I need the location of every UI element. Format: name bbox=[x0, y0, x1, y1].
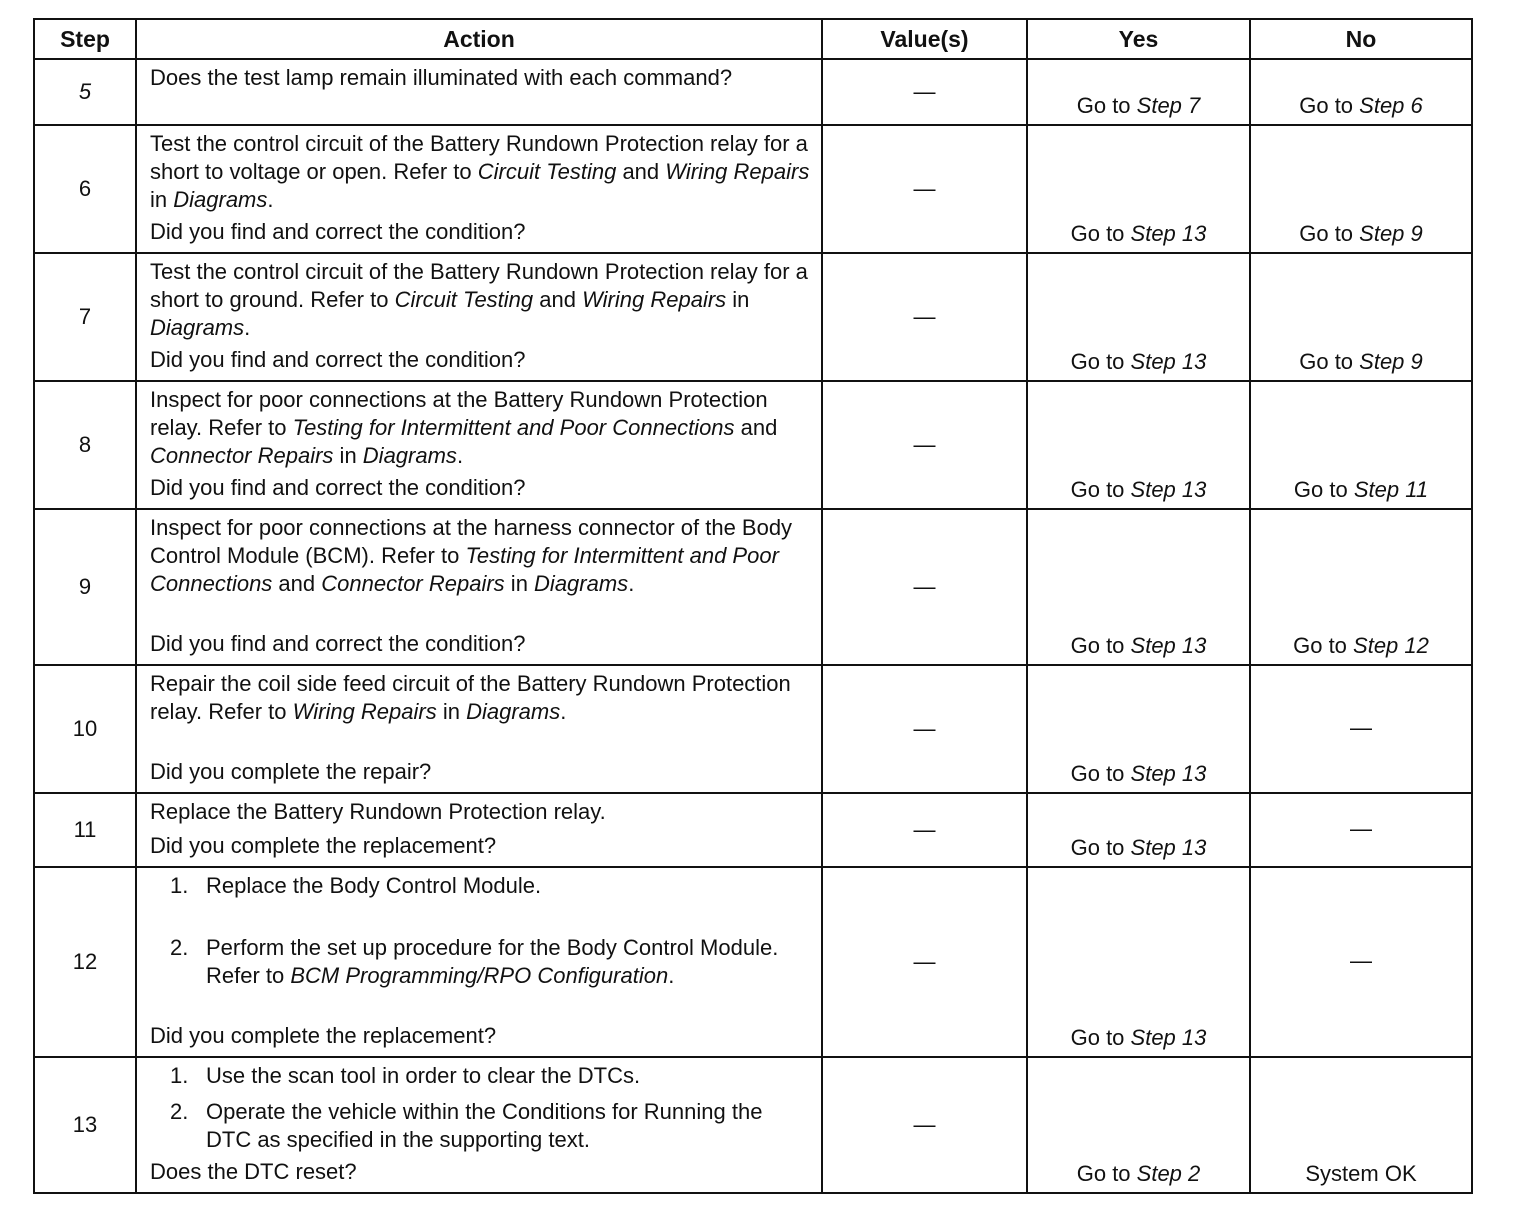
action-paragraph bbox=[150, 64, 811, 92]
yes-cell bbox=[1027, 867, 1250, 1057]
step-reference[interactable]: Step 13 bbox=[1130, 633, 1207, 658]
action-paragraph bbox=[150, 798, 811, 826]
action-content bbox=[150, 670, 811, 788]
step-reference[interactable]: Step 7 bbox=[1136, 93, 1201, 118]
goto-text: Go to bbox=[1070, 633, 1131, 658]
step-number: 13 bbox=[34, 1057, 136, 1193]
action-content bbox=[150, 64, 811, 120]
no-cell bbox=[1250, 793, 1472, 867]
dash-value: — bbox=[913, 79, 936, 104]
action-text: in bbox=[333, 443, 363, 468]
dash-value: — bbox=[913, 1112, 936, 1137]
reference-link-text: Diagrams bbox=[150, 315, 245, 340]
step-reference[interactable]: Step 12 bbox=[1353, 633, 1429, 658]
action-paragraph bbox=[150, 514, 811, 598]
action-text: in bbox=[726, 287, 750, 312]
yes-cell bbox=[1027, 125, 1250, 253]
action-text: . bbox=[628, 571, 635, 596]
step-item-number: 2. bbox=[170, 935, 189, 960]
action-content bbox=[150, 258, 811, 376]
dash-value: — bbox=[913, 176, 936, 201]
table-row bbox=[34, 793, 1472, 867]
yes-cell bbox=[1027, 381, 1250, 509]
reference-link-text: Connector Repairs bbox=[150, 443, 334, 468]
action-step-item bbox=[170, 934, 811, 990]
table-row bbox=[34, 867, 1472, 1057]
value-cell bbox=[822, 381, 1027, 509]
step-number: 12 bbox=[34, 867, 136, 1057]
dash-value: — bbox=[913, 817, 936, 842]
action-steps-list bbox=[150, 872, 811, 990]
step-item-number: 1. bbox=[170, 873, 189, 898]
table-row bbox=[34, 125, 1472, 253]
action-text: . bbox=[244, 315, 251, 340]
reference-link-text: Diagrams bbox=[362, 443, 457, 468]
step-number: 5 bbox=[34, 59, 136, 125]
value-cell bbox=[822, 59, 1027, 125]
action-text: in bbox=[436, 699, 467, 724]
step-reference[interactable]: Step 9 bbox=[1359, 221, 1423, 246]
no-cell bbox=[1250, 381, 1472, 509]
step-reference[interactable]: Step 2 bbox=[1136, 1161, 1201, 1186]
action-question: Does the DTC reset? bbox=[150, 1159, 357, 1184]
action-text: Inspect for poor connections at the harness connector of the Body Control Module (BCM). Refer to bbox=[150, 515, 793, 568]
reference-link-text: Diagrams bbox=[466, 699, 561, 724]
action-content bbox=[150, 130, 811, 248]
reference-link-text: BCM Programming/RPO Configuration bbox=[290, 963, 669, 988]
value-cell bbox=[822, 253, 1027, 381]
reference-link-text: Diagrams bbox=[534, 571, 629, 596]
dash-value: — bbox=[1350, 714, 1372, 740]
action-paragraph bbox=[150, 386, 811, 470]
action-question: Did you find and correct the condition? bbox=[150, 219, 526, 244]
step-item-number: 2. bbox=[170, 1099, 189, 1124]
step-number: 7 bbox=[34, 253, 136, 381]
action-step-item bbox=[170, 1062, 811, 1090]
header-values: Value(s) bbox=[822, 19, 1027, 59]
action-text: Use the scan tool in order to clear the DTCs. bbox=[206, 1063, 641, 1088]
action-text: and bbox=[533, 287, 583, 312]
no-cell bbox=[1250, 59, 1472, 125]
step-item-text bbox=[206, 872, 541, 900]
table-row bbox=[34, 253, 1472, 381]
action-question: Did you find and correct the condition? bbox=[150, 631, 526, 656]
goto-text: Go to bbox=[1076, 93, 1137, 118]
action-cell bbox=[136, 793, 822, 867]
action-text: in bbox=[150, 187, 174, 212]
action-cell bbox=[136, 381, 822, 509]
goto-text: Go to bbox=[1070, 835, 1131, 860]
reference-link-text: Testing for Intermittent and Poor Connections bbox=[150, 543, 779, 596]
goto-text: Go to bbox=[1299, 221, 1360, 246]
reference-link-text: Circuit Testing bbox=[394, 287, 534, 312]
step-number: 9 bbox=[34, 509, 136, 665]
dash-value: — bbox=[1350, 947, 1372, 973]
yes-cell bbox=[1027, 793, 1250, 867]
goto-text: Go to bbox=[1299, 349, 1360, 374]
outcome-text: System OK bbox=[1305, 1161, 1417, 1186]
step-item-text bbox=[206, 1098, 811, 1154]
action-step-item bbox=[170, 872, 811, 900]
reference-link-text: Testing for Intermittent and Poor Connections bbox=[292, 415, 735, 440]
table-row bbox=[34, 1057, 1472, 1193]
action-paragraph bbox=[150, 258, 811, 342]
value-cell bbox=[822, 793, 1027, 867]
dash-value: — bbox=[913, 432, 936, 457]
table-row bbox=[34, 665, 1472, 793]
action-cell bbox=[136, 59, 822, 125]
reference-link-text: Wiring Repairs bbox=[582, 287, 727, 312]
goto-text: Go to bbox=[1293, 633, 1354, 658]
action-steps-list bbox=[150, 1062, 811, 1154]
action-text: and bbox=[734, 415, 778, 440]
header-yes: Yes bbox=[1027, 19, 1250, 59]
no-cell bbox=[1250, 125, 1472, 253]
dash-value: — bbox=[913, 716, 936, 741]
step-number: 6 bbox=[34, 125, 136, 253]
action-cell bbox=[136, 253, 822, 381]
step-number: 10 bbox=[34, 665, 136, 793]
action-content bbox=[150, 798, 811, 862]
header-step: Step bbox=[34, 19, 136, 59]
action-content bbox=[150, 386, 811, 504]
yes-cell bbox=[1027, 665, 1250, 793]
action-content bbox=[150, 872, 811, 1052]
no-cell bbox=[1250, 253, 1472, 381]
no-cell bbox=[1250, 509, 1472, 665]
action-text: . bbox=[456, 443, 464, 468]
dash-value: — bbox=[1350, 815, 1372, 841]
action-cell bbox=[136, 665, 822, 793]
action-text: and bbox=[272, 571, 322, 596]
step-item-text bbox=[206, 934, 811, 990]
action-text: Replace the Battery Rundown Protection relay. bbox=[150, 799, 606, 824]
goto-text: Go to bbox=[1070, 349, 1131, 374]
table-row bbox=[34, 381, 1472, 509]
step-reference[interactable]: Step 13 bbox=[1130, 477, 1207, 502]
action-question: Did you complete the repair? bbox=[150, 759, 432, 784]
step-number: 11 bbox=[34, 793, 136, 867]
goto-text: Go to bbox=[1293, 477, 1354, 502]
header-no: No bbox=[1250, 19, 1472, 59]
action-text: Operate the vehicle within the Conditions for Running the DTC as specified in the supporting text. bbox=[206, 1099, 763, 1152]
action-question: Did you find and correct the condition? bbox=[150, 347, 526, 372]
goto-text: Go to bbox=[1076, 1161, 1137, 1186]
action-content bbox=[150, 1062, 811, 1188]
step-reference[interactable]: Step 13 bbox=[1130, 835, 1207, 860]
action-text: Does the test lamp remain illuminated with each command? bbox=[150, 65, 733, 90]
action-text: . bbox=[560, 699, 567, 724]
no-cell bbox=[1250, 867, 1472, 1057]
action-cell bbox=[136, 867, 822, 1057]
action-content bbox=[150, 514, 811, 660]
reference-link-text: Diagrams bbox=[173, 187, 268, 212]
action-cell bbox=[136, 509, 822, 665]
step-item-text bbox=[206, 1062, 640, 1090]
reference-link-text: Circuit Testing bbox=[477, 159, 617, 184]
action-text: Repair the coil side feed circuit of the Battery Rundown Protection relay. Refer to bbox=[150, 671, 791, 724]
action-paragraph bbox=[150, 670, 811, 726]
action-question: Did you find and correct the condition? bbox=[150, 475, 526, 500]
step-reference[interactable]: Step 13 bbox=[1130, 761, 1207, 786]
value-cell bbox=[822, 509, 1027, 665]
dash-value: — bbox=[913, 304, 936, 329]
no-cell bbox=[1250, 665, 1472, 793]
action-text: Perform the set up procedure for the Body Control Module. Refer to bbox=[206, 935, 779, 988]
step-reference[interactable]: Step 13 bbox=[1130, 1025, 1207, 1050]
action-text: Inspect for poor connections at the Battery Rundown Protection relay. Refer to bbox=[150, 387, 768, 440]
action-text: . bbox=[668, 963, 675, 988]
goto-text: Go to bbox=[1070, 477, 1131, 502]
value-cell bbox=[822, 867, 1027, 1057]
value-cell bbox=[822, 1057, 1027, 1193]
action-text: Test the control circuit of the Battery Rundown Protection relay for a short to ground. Refer to bbox=[150, 259, 808, 312]
action-question: Did you complete the replacement? bbox=[150, 1023, 497, 1048]
value-cell bbox=[822, 665, 1027, 793]
reference-link-text: Wiring Repairs bbox=[665, 159, 810, 184]
step-reference[interactable]: Step 9 bbox=[1359, 349, 1423, 374]
action-paragraph bbox=[150, 130, 811, 214]
reference-link-text: Wiring Repairs bbox=[292, 699, 437, 724]
goto-text: Go to bbox=[1070, 221, 1131, 246]
action-question: Did you complete the replacement? bbox=[150, 833, 497, 858]
step-reference[interactable]: Step 6 bbox=[1359, 93, 1423, 118]
diagnostic-table bbox=[33, 18, 1473, 1194]
yes-cell bbox=[1027, 1057, 1250, 1193]
goto-text: Go to bbox=[1070, 1025, 1131, 1050]
action-cell bbox=[136, 1057, 822, 1193]
table-body bbox=[34, 59, 1472, 1193]
action-text: Test the control circuit of the Battery Rundown Protection relay for a short to voltage or open. Refer to bbox=[150, 131, 808, 184]
goto-text: Go to bbox=[1070, 761, 1131, 786]
yes-cell bbox=[1027, 59, 1250, 125]
step-number: 8 bbox=[34, 381, 136, 509]
header-action: Action bbox=[136, 19, 822, 59]
dash-value: — bbox=[913, 574, 936, 599]
step-item-number: 1. bbox=[170, 1063, 189, 1088]
yes-cell bbox=[1027, 253, 1250, 381]
value-cell bbox=[822, 125, 1027, 253]
action-text: Replace the Body Control Module. bbox=[206, 873, 542, 898]
yes-cell bbox=[1027, 509, 1250, 665]
action-text: in bbox=[504, 571, 535, 596]
action-text: and bbox=[616, 159, 666, 184]
goto-text: Go to bbox=[1299, 93, 1360, 118]
no-cell bbox=[1250, 1057, 1472, 1193]
step-reference[interactable]: Step 11 bbox=[1353, 477, 1429, 502]
step-reference[interactable]: Step 13 bbox=[1130, 349, 1207, 374]
table-row bbox=[34, 509, 1472, 665]
header-row bbox=[34, 19, 1472, 59]
action-text: . bbox=[267, 187, 274, 212]
dash-value: — bbox=[913, 949, 936, 974]
step-reference[interactable]: Step 13 bbox=[1130, 221, 1207, 246]
action-cell bbox=[136, 125, 822, 253]
reference-link-text: Connector Repairs bbox=[321, 571, 505, 596]
table-row bbox=[34, 59, 1472, 125]
action-step-item bbox=[170, 1098, 811, 1154]
